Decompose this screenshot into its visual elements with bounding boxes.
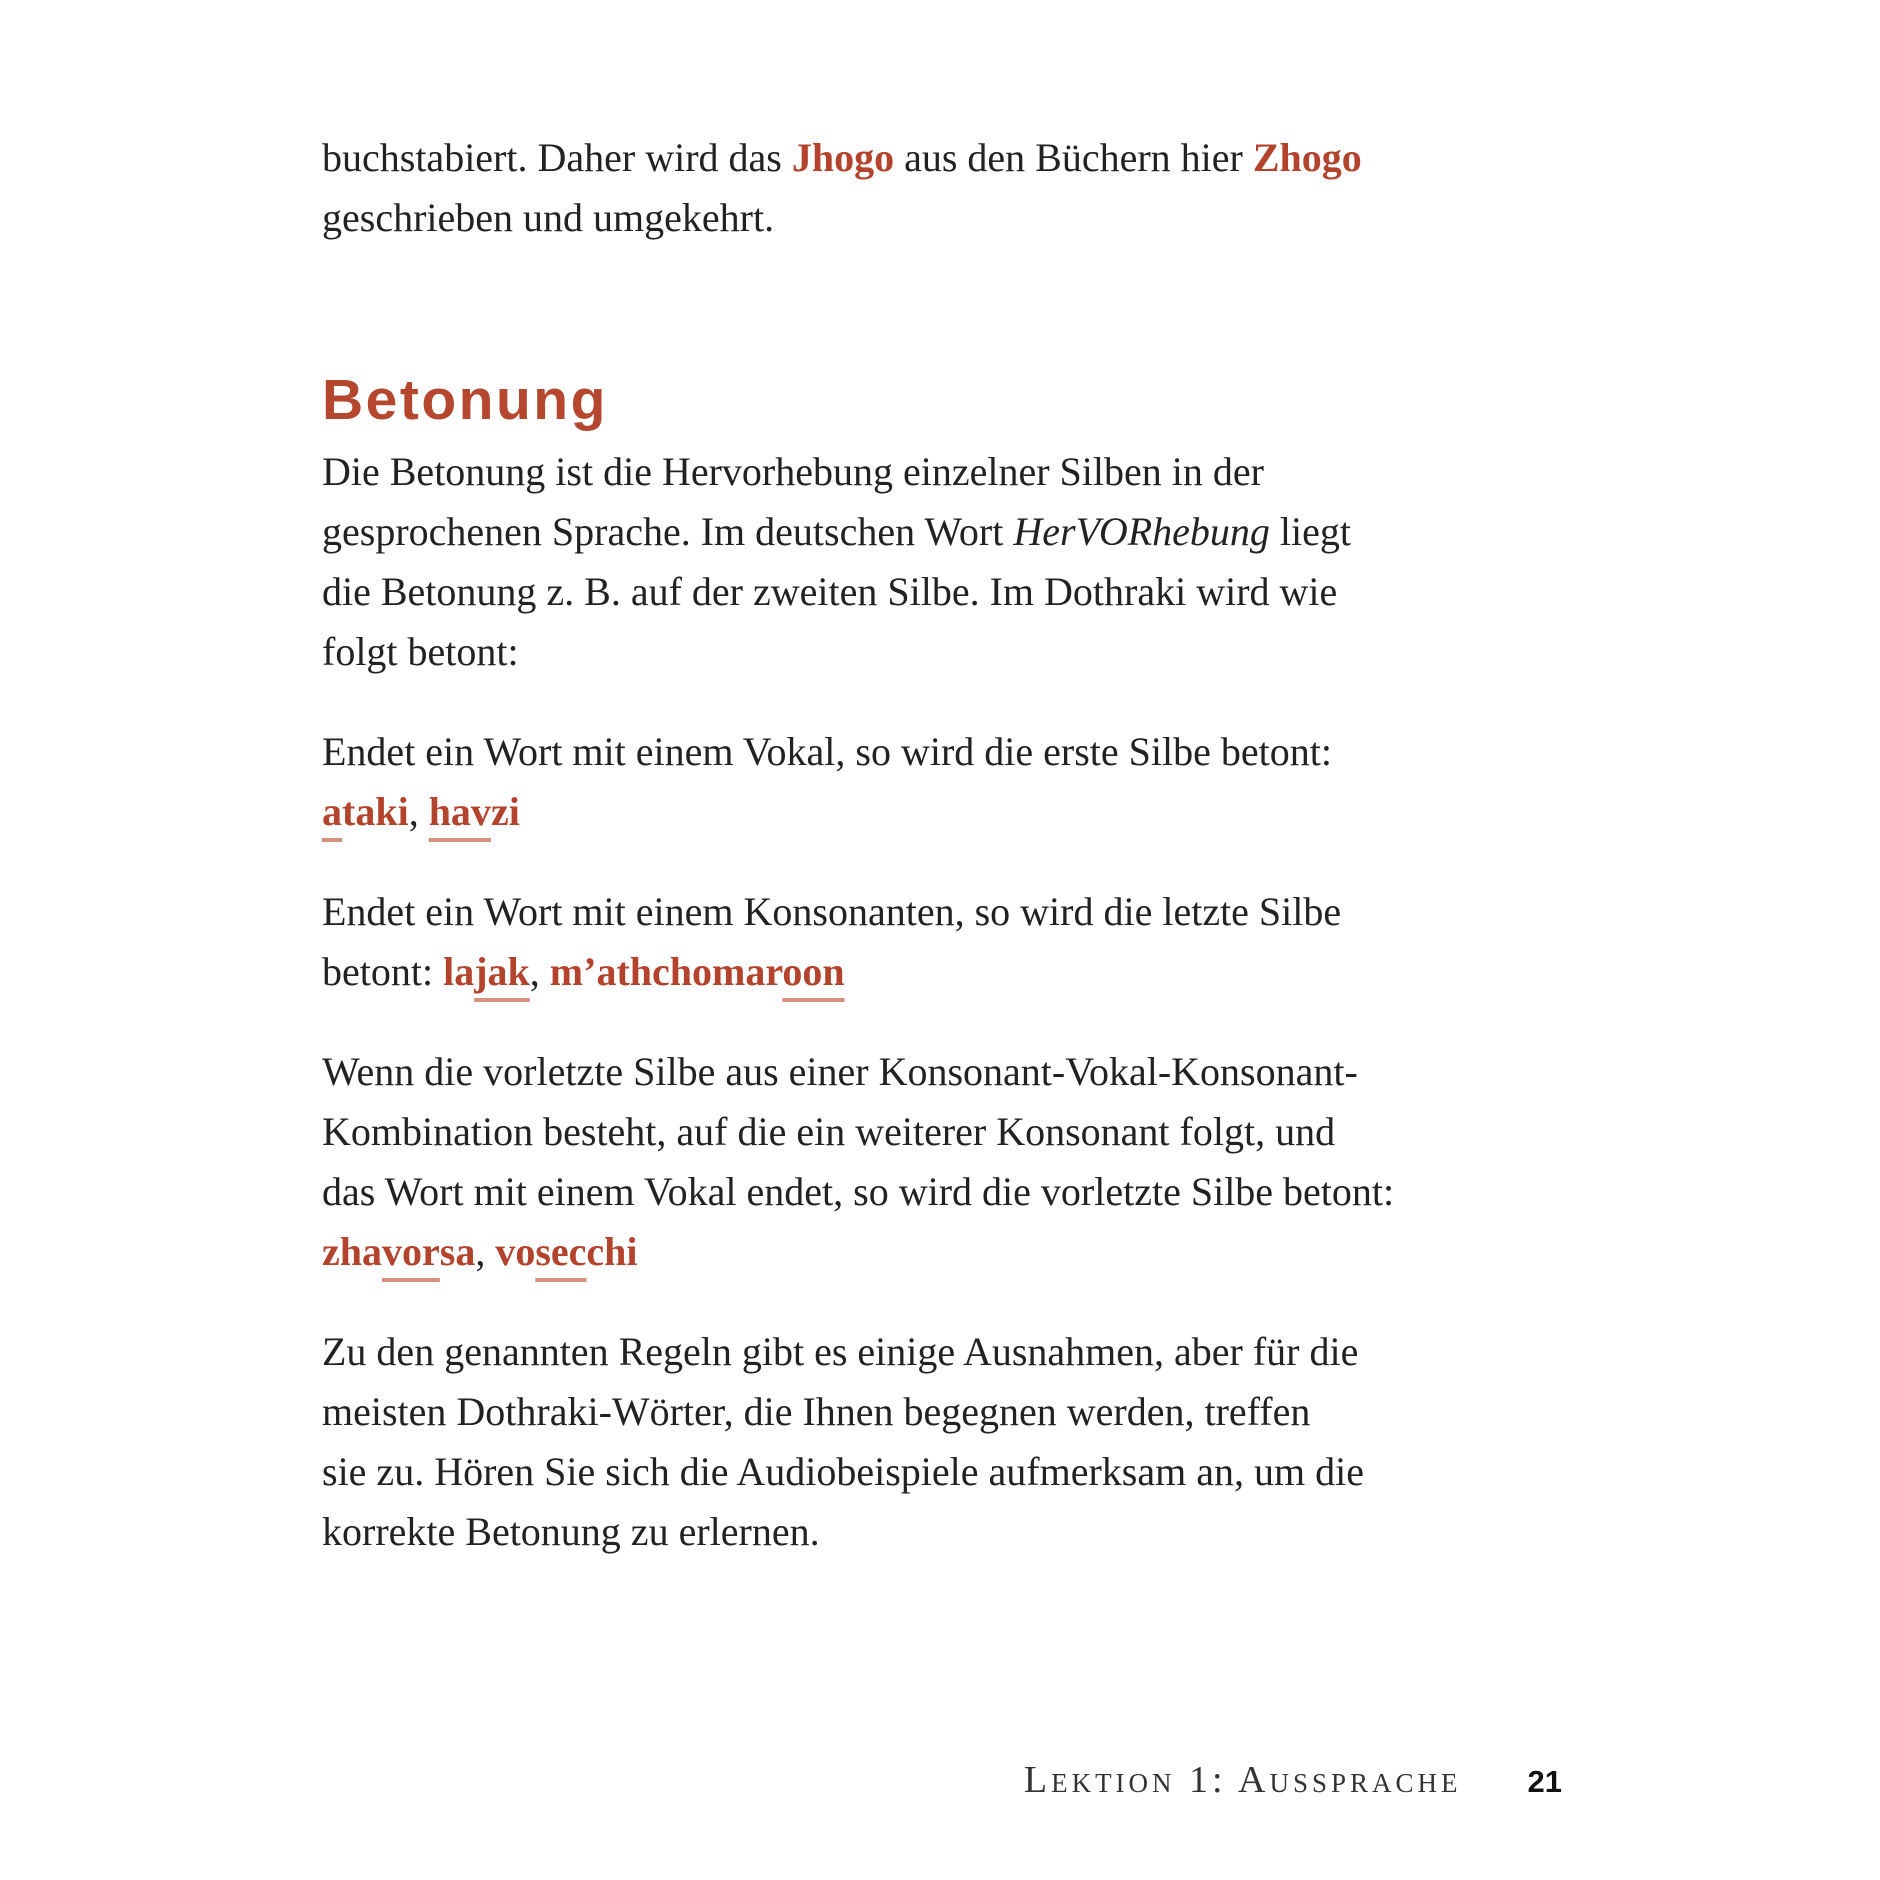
stressed-syllable: a	[322, 789, 342, 834]
text-line: folgt betont:	[322, 629, 519, 674]
dothraki-word-vosecchi	[495, 1229, 637, 1274]
separator: ,	[529, 949, 550, 994]
text-run: gesprochenen Sprache. Im deutschen Wort	[322, 509, 1014, 554]
stressed-syllable: vor	[382, 1229, 440, 1274]
stressed-syllable: hav	[428, 789, 491, 834]
text-line: geschrieben und umgekehrt.	[322, 195, 775, 240]
exceptions-paragraph	[322, 1322, 1592, 1562]
syllable-rest: zha	[322, 1229, 382, 1274]
text-run: betont:	[322, 949, 444, 994]
text-line	[322, 128, 1592, 188]
example-words-line	[322, 942, 1592, 1002]
text-line: korrekte Betonung zu erlernen.	[322, 1509, 820, 1554]
dothraki-word-zhogo: Zhogo	[1252, 135, 1362, 180]
syllable-rest: vo	[495, 1229, 536, 1274]
intro-text-pre: buchstabiert. Daher wird das	[322, 135, 792, 180]
text-line: sie zu. Hören Sie sich die Audiobeispiele aufmerksam an, um die	[322, 1449, 1364, 1494]
example-words-line	[322, 1222, 1592, 1282]
dothraki-word-lajak	[443, 949, 530, 994]
separator: ,	[475, 1229, 496, 1274]
example-words-line	[322, 782, 1592, 842]
syllable-rest: sa	[439, 1229, 476, 1274]
syllable-rest: m’athchomar	[549, 949, 783, 994]
syllable-rest: zi	[490, 789, 520, 834]
penultimate-rule-paragraph	[322, 1042, 1592, 1282]
dothraki-word-mathchomaroon	[550, 949, 845, 994]
page-footer	[322, 1758, 1562, 1802]
dothraki-word-ataki	[322, 789, 409, 834]
vowel-rule-paragraph	[322, 722, 1592, 842]
text-run: liegt	[1269, 509, 1351, 554]
syllable-rest: chi	[586, 1229, 638, 1274]
section-heading: Betonung	[322, 368, 608, 432]
syllable-rest: la	[443, 949, 475, 994]
text-line: das Wort mit einem Vokal endet, so wird die vorletzte Silbe betont:	[322, 1169, 1395, 1214]
dothraki-word-zhavorsa	[322, 1229, 475, 1274]
separator: ,	[408, 789, 429, 834]
text-line: die Betonung z. B. auf der zweiten Silbe. Im Dothraki wird wie	[322, 569, 1338, 614]
text-line: Die Betonung ist die Hervorhebung einzelner Silben in der	[322, 449, 1264, 494]
chapter-label: Lektion 1: Aussprache	[1023, 1759, 1462, 1801]
intro-paragraph	[322, 128, 1592, 248]
syllable-rest: taki	[342, 789, 409, 834]
intro-text-mid: aus den Büchern hier	[894, 135, 1253, 180]
text-column	[322, 128, 1592, 1602]
text-line: Endet ein Wort mit einem Konsonanten, so wird die letzte Silbe	[322, 889, 1342, 934]
text-line: Zu den genannten Regeln gibt es einige Ausnahmen, aber für die	[322, 1329, 1359, 1374]
text-line: Wenn die vorletzte Silbe aus einer Konsonant-Vokal-Konsonant-	[322, 1049, 1358, 1094]
page-number: 21	[1527, 1764, 1562, 1799]
dothraki-word-jhogo: Jhogo	[791, 135, 895, 180]
text-line: Kombination besteht, auf die ein weiterer Konsonant folgt, und	[322, 1109, 1336, 1154]
stressed-syllable: sec	[535, 1229, 587, 1274]
consonant-rule-paragraph	[322, 882, 1592, 1002]
text-line: meisten Dothraki-Wörter, die Ihnen begegnen werden, treffen	[322, 1389, 1311, 1434]
stressed-syllable: oon	[782, 949, 845, 994]
stressed-syllable: jak	[474, 949, 530, 994]
text-line: Endet ein Wort mit einem Vokal, so wird die erste Silbe betont:	[322, 729, 1332, 774]
emphasized-word: HerVORhebung	[1013, 509, 1270, 554]
dothraki-word-havzi	[429, 789, 520, 834]
stress-intro-paragraph	[322, 442, 1592, 682]
text-line	[322, 502, 1592, 562]
